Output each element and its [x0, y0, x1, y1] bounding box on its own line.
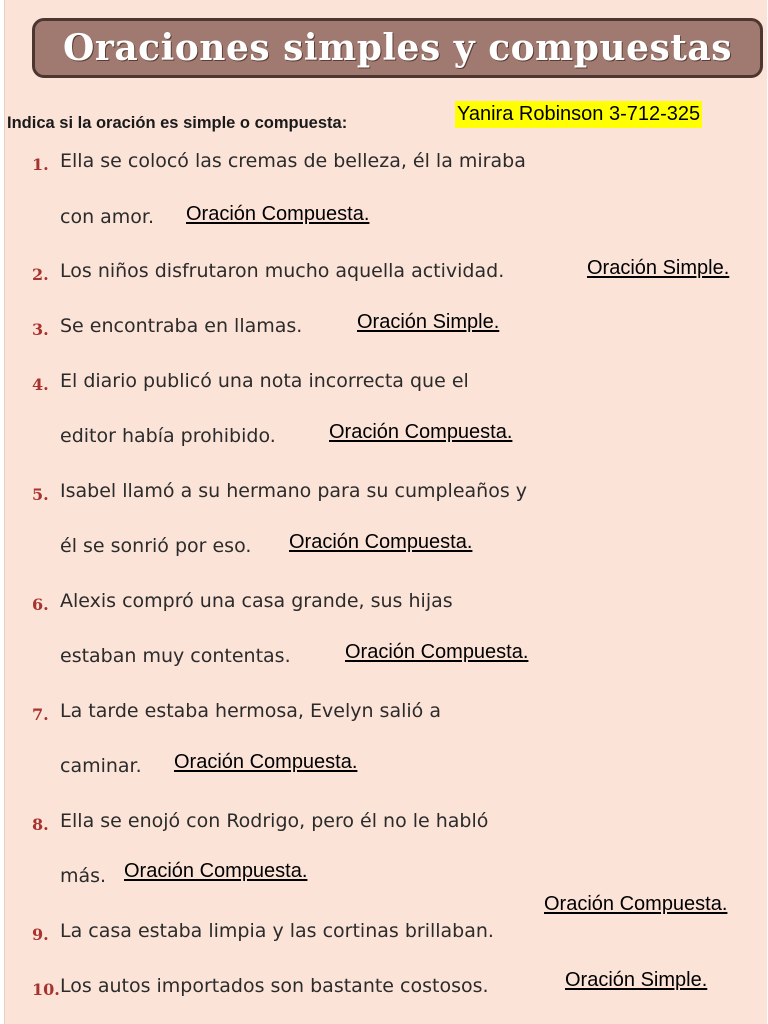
- sentence-line: estaban muy contentas.: [60, 645, 291, 667]
- title-banner: [32, 18, 763, 78]
- answer-text: Oración Simple.: [565, 969, 708, 991]
- sentence-line: con amor.: [60, 206, 155, 228]
- answer-text: Oración Simple.: [587, 257, 730, 279]
- answer-text: Oración Compuesta.: [345, 641, 529, 663]
- item-number: 1.: [32, 155, 49, 174]
- sentence-line: Se encontraba en llamas.: [60, 315, 303, 337]
- answer-text: Oración Compuesta.: [186, 203, 370, 225]
- sentence-line: él se sonrió por eso.: [60, 535, 252, 557]
- sentence-line: La casa estaba limpia y las cortinas brillaban.: [60, 920, 494, 942]
- instruction-text: Indica si la oración es simple o compuesta:: [7, 114, 348, 132]
- answer-text: Oración Compuesta.: [544, 893, 728, 915]
- item-number: 7.: [32, 705, 49, 724]
- item-number: 3.: [32, 320, 49, 339]
- sentence-line: más.: [60, 865, 107, 887]
- sentence-line: Ella se enojó con Rodrigo, pero él no le habló: [60, 810, 489, 832]
- item-number: 2.: [32, 265, 49, 284]
- sentence-line: Alexis compró una casa grande, sus hijas: [60, 590, 453, 612]
- item-number: 6.: [32, 595, 49, 614]
- student-name-highlight: Yanira Robinson 3-712-325: [455, 101, 702, 128]
- sentence-line: editor había prohibido.: [60, 425, 276, 447]
- sentence-line: caminar.: [60, 755, 142, 777]
- item-number: 10.: [32, 980, 60, 999]
- item-number: 8.: [32, 815, 49, 834]
- page-title: Oraciones simples y compuestas: [63, 27, 732, 69]
- item-number: 5.: [32, 485, 49, 504]
- answer-text: Oración Simple.: [357, 311, 500, 333]
- sentence-line: Ella se colocó las cremas de belleza, él la miraba: [60, 150, 526, 172]
- sentence-line: Los niños disfrutaron mucho aquella actividad.: [60, 260, 505, 282]
- item-number: 4.: [32, 375, 49, 394]
- sentence-line: La tarde estaba hermosa, Evelyn salió a: [60, 700, 441, 722]
- sentence-line: Los autos importados son bastante costosos.: [60, 975, 489, 997]
- sentence-line: El diario publicó una nota incorrecta que el: [60, 370, 469, 392]
- answer-text: Oración Compuesta.: [124, 860, 308, 882]
- sentence-line: Isabel llamó a su hermano para su cumpleaños y: [60, 480, 528, 502]
- answer-text: Oración Compuesta.: [289, 531, 473, 553]
- answer-text: Oración Compuesta.: [174, 751, 358, 773]
- item-number: 9.: [32, 925, 49, 944]
- answer-text: Oración Compuesta.: [329, 421, 513, 443]
